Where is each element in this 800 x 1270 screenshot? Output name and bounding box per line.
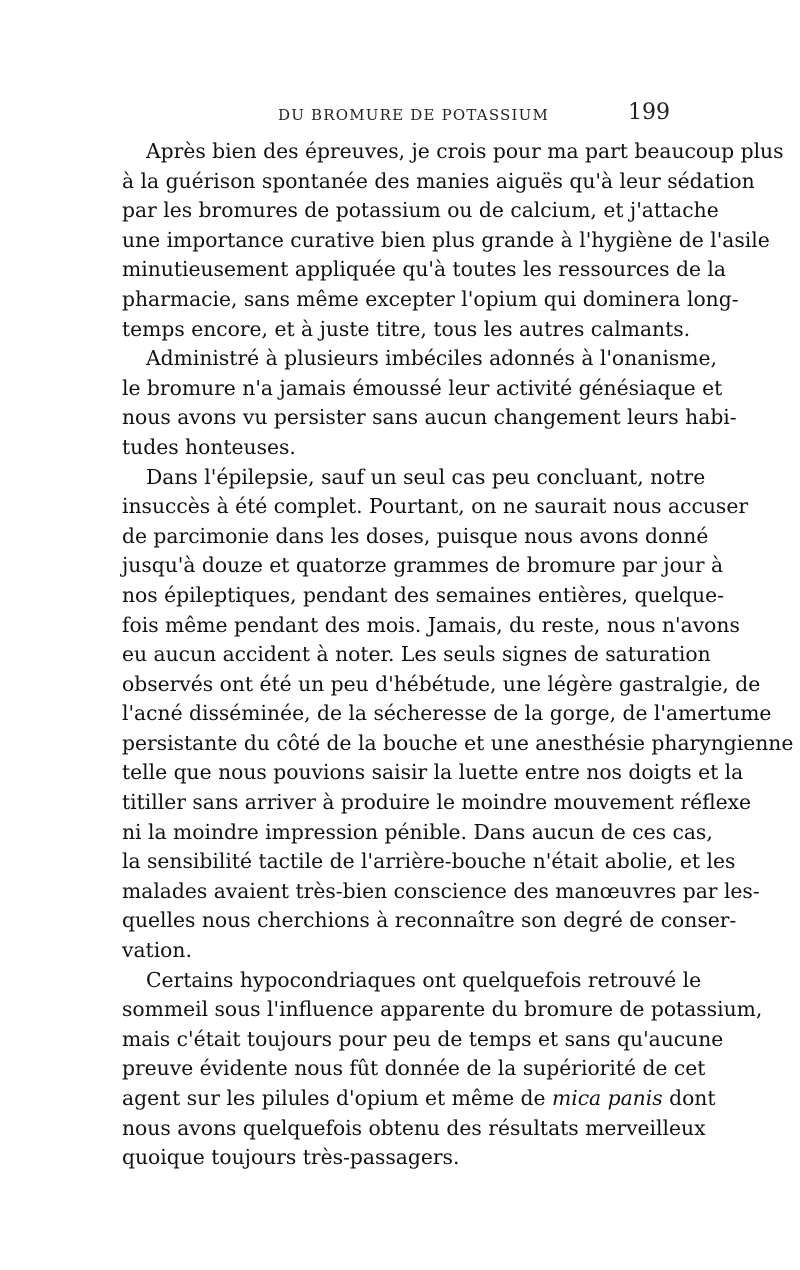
text-line: mais c'était toujours pour peu de temps et sans qu'aucune (122, 1026, 724, 1051)
text-line: le bromure n'a jamais émoussé leur activité génésiaque et (122, 375, 723, 400)
text-line: de parcimonie dans les doses, puisque nous avons donné (122, 523, 709, 548)
text-line: persistante du côté de la bouche et une anesthésie pharyngienne (122, 730, 794, 755)
paragraph-4 (122, 966, 763, 1173)
text-line: telle que nous pouvions saisir la luette entre nos doigts et la (122, 760, 744, 785)
text-line: quelles nous cherchions à reconnaître son degré de conser- (122, 908, 737, 933)
text-line: pharmacie, sans même excepter l'opium qui dominera long- (122, 286, 739, 311)
page-number: 199 (628, 100, 670, 125)
text-line: observés ont été un peu d'hébétude, une légère gastralgie, de (122, 671, 761, 696)
italic-phrase: mica panis (551, 1086, 663, 1110)
text-line: nous avons quelquefois obtenu des résultats merveilleux (122, 1115, 706, 1140)
text-line: sommeil sous l'influence apparente du bromure de potassium, (122, 997, 763, 1022)
text-line: Après bien des épreuves, je crois pour ma part beaucoup plus (146, 139, 784, 163)
text-line: quoique toujours très-passagers. (122, 1145, 460, 1170)
text-line: Dans l'épilepsie, sauf un seul cas peu concluant, notre (146, 464, 706, 489)
text-line: insuccès à été complet. Pourtant, on ne saurait nous accuser (122, 494, 749, 519)
page-header (0, 100, 800, 136)
paragraph-3 (122, 463, 794, 966)
text-line: la sensibilité tactile de l'arrière-bouche n'était abolie, et les (122, 849, 736, 874)
body-text (122, 137, 794, 1173)
text-line: ni la moindre impression pénible. Dans aucun de ces cas, (122, 819, 713, 844)
text-line: nos épileptiques, pendant des semaines entières, quelque- (122, 582, 724, 607)
text-line: par les bromures de potassium ou de calcium, et j'attache (122, 198, 719, 223)
text-line: nous avons vu persister sans aucun changement leurs habi- (122, 405, 737, 430)
text-line: une importance curative bien plus grande à l'hygiène de l'asile (122, 227, 770, 252)
text-line: jusqu'à douze et quatorze grammes de bromure par jour à (122, 553, 724, 578)
text-line: Administré à plusieurs imbéciles adonnés à l'onanisme, (146, 346, 717, 371)
paragraph-1 (122, 137, 784, 344)
text-line: Certains hypocondriaques ont quelquefois retrouvé le (146, 967, 702, 992)
text-line: l'acné disséminée, de la sécheresse de la gorge, de l'amertume (122, 701, 772, 726)
text-line-with-italic (122, 1084, 716, 1114)
text-segment: agent sur les pilules d'opium et même de (122, 1086, 552, 1110)
running-title: DU BROMURE DE POTASSIUM (278, 106, 550, 124)
text-segment: dont (662, 1086, 716, 1110)
text-line: vation. (122, 938, 192, 963)
text-line: preuve évidente nous fût donnée de la supériorité de cet (122, 1056, 706, 1081)
text-line: à la guérison spontanée des manies aiguës qu'à leur sédation (122, 168, 755, 193)
paragraph-2 (122, 344, 737, 462)
text-line: fois même pendant des mois. Jamais, du reste, nous n'avons (122, 612, 740, 637)
text-line: malades avaient très-bien conscience des manœuvres par les- (122, 878, 760, 903)
text-line: eu aucun accident à noter. Les seuls signes de saturation (122, 642, 711, 667)
text-line: tudes honteuses. (122, 434, 296, 459)
text-line: titiller sans arriver à produire le moindre mouvement réflexe (122, 790, 752, 815)
text-line: minutieusement appliquée qu'à toutes les ressources de la (122, 257, 727, 282)
text-line: temps encore, et à juste titre, tous les autres calmants. (122, 316, 691, 341)
